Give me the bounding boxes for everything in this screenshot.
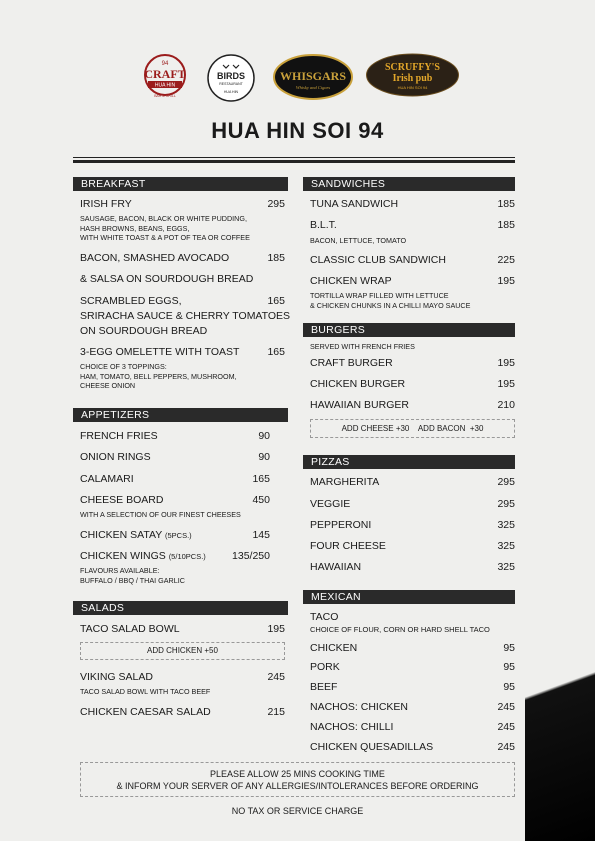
menu-item-price: 245 — [497, 741, 515, 753]
svg-text:RESTAURANT: RESTAURANT — [219, 82, 243, 86]
menu-item-name: CHICKEN — [310, 642, 358, 654]
menu-item-desc: TORTILLA WRAP FILLED WITH LETTUCE & CHICKEN CHUNKS IN A CHILLI MAYO SAUCE — [310, 291, 471, 310]
birds-logo — [206, 53, 256, 103]
menu-item-name: CHICKEN SATAY (5PCS.) — [80, 529, 192, 541]
menu-item-name: CRAFT BURGER — [310, 357, 393, 369]
menu-item-name: B.L.T. — [310, 219, 337, 231]
addon-box: ADD CHEESE +30 ADD BACON +30 — [310, 419, 515, 438]
menu-item-name: CHICKEN QUESADILLAS — [310, 741, 434, 753]
section-header-mexican: MEXICAN — [303, 590, 515, 604]
divider — [73, 157, 515, 158]
menu-item-name: & SALSA ON SOURDOUGH BREAD — [80, 273, 254, 285]
menu-item-desc: CHOICE OF 3 TOPPINGS: HAM, TOMATO, BELL PEPPERS, MUSHROOM, CHEESE ONION — [80, 362, 237, 390]
menu-item-name: VEGGIE — [310, 498, 351, 510]
menu-item-price: 325 — [497, 561, 515, 573]
menu-item-name: NACHOS: CHICKEN — [310, 701, 409, 713]
menu-item-name: TACO SALAD BOWL — [80, 623, 180, 635]
addon-box: ADD CHICKEN +50 — [80, 642, 285, 660]
page-corner-curl — [525, 541, 595, 841]
section-header-sandwiches: SANDWICHES — [303, 177, 515, 191]
menu-item-desc: SAUSAGE, BACON, BLACK OR WHITE PUDDING, HASH BROWNS, BEANS, EGGS, WITH WHITE TOAST & A POT OF TEA OR COFFEE — [80, 214, 250, 242]
menu-item-name: ONION RINGS — [80, 451, 151, 463]
section-note: SERVED WITH FRENCH FRIES — [310, 342, 415, 351]
menu-item-qty: (5PCS.) — [165, 531, 192, 540]
svg-text:HUA HIN SOI 94: HUA HIN SOI 94 — [397, 85, 428, 90]
menu-item-name: CHICKEN WRAP — [310, 275, 392, 287]
menu-item-price: 165 — [267, 295, 285, 307]
menu-item-name: BACON, SMASHED AVOCADO — [80, 252, 230, 264]
menu-item-price: 450 — [252, 494, 270, 506]
menu-item-price: 245 — [267, 671, 285, 683]
menu-item-price: 225 — [497, 254, 515, 266]
menu-item-name: 3-EGG OMELETTE WITH TOAST — [80, 346, 240, 358]
menu-item-name: ON SOURDOUGH BREAD — [80, 325, 208, 337]
menu-item-name: TACO — [310, 611, 339, 623]
menu-item-price: 95 — [503, 642, 515, 654]
menu-item-name: HAWAIIAN — [310, 561, 362, 573]
menu-item-price: 95 — [503, 661, 515, 673]
divider — [73, 160, 515, 163]
menu-item-name: CHEESE BOARD — [80, 494, 164, 506]
menu-item-price: 215 — [267, 706, 285, 718]
menu-item-price: 195 — [267, 623, 285, 635]
menu-item-price: 185 — [497, 198, 515, 210]
svg-text:BIRDS: BIRDS — [216, 71, 246, 81]
menu-item-name: IRISH FRY — [80, 198, 132, 210]
menu-item-desc: FLAVOURS AVAILABLE: BUFFALO / BBQ / THAI GARLIC — [80, 566, 185, 585]
menu-item-price: 165 — [267, 346, 285, 358]
menu-item-desc: BACON, LETTUCE, TOMATO — [310, 236, 407, 245]
svg-text:WHISGARS: WHISGARS — [279, 69, 347, 83]
menu-item-price: 295 — [497, 498, 515, 510]
scruffys-logo — [365, 53, 460, 97]
menu-item-name: TUNA SANDWICH — [310, 198, 399, 210]
menu-item-name: NACHOS: CHILLI — [310, 721, 394, 733]
menu-item-price: 90 — [258, 451, 270, 463]
menu-item-price: 245 — [497, 721, 515, 733]
svg-text:BAR & GRILL: BAR & GRILL — [154, 94, 176, 98]
svg-text:HUA HIN: HUA HIN — [223, 90, 239, 94]
whisgars-logo — [272, 53, 354, 101]
menu-item-price: 295 — [497, 476, 515, 488]
section-header-appetizers: APPETIZERS — [73, 408, 288, 422]
section-header-burgers: BURGERS — [303, 323, 515, 337]
menu-item-name: FRENCH FRIES — [80, 430, 158, 442]
menu-item-price: 295 — [267, 198, 285, 210]
menu-item-name: BEEF — [310, 681, 338, 693]
menu-item-price: 95 — [503, 681, 515, 693]
svg-text:CRAFT: CRAFT — [144, 67, 186, 81]
menu-item-desc: TACO SALAD BOWL WITH TACO BEEF — [80, 687, 211, 696]
menu-item-price: 145 — [252, 529, 270, 541]
menu-item-price: 195 — [497, 275, 515, 287]
menu-item-price: 195 — [497, 378, 515, 390]
menu-item-price: 325 — [497, 540, 515, 552]
menu-item-name: PEPPERONI — [310, 519, 372, 531]
menu-item-name: CLASSIC CLUB SANDWICH — [310, 254, 446, 266]
logo-row — [0, 53, 595, 105]
svg-text:SCRUFFY'S: SCRUFFY'S — [384, 62, 441, 73]
notice-line: PLEASE ALLOW 25 MINS COOKING TIME — [210, 769, 385, 779]
cooking-time-notice — [80, 762, 515, 797]
menu-item-price: 90 — [258, 430, 270, 442]
menu-item-price: 245 — [497, 701, 515, 713]
svg-text:Whisky and Cigars: Whisky and Cigars — [295, 85, 331, 90]
notice-line: & INFORM YOUR SERVER OF ANY ALLERGIES/INTOLERANCES BEFORE ORDERING — [116, 781, 479, 791]
svg-text:Irish pub: Irish pub — [392, 73, 433, 84]
no-tax-note: NO TAX OR SERVICE CHARGE — [231, 806, 364, 816]
svg-text:HUA HIN: HUA HIN — [154, 82, 176, 89]
menu-item-name: CHICKEN CAESAR SALAD — [80, 706, 211, 718]
menu-item-price: 135/250 — [232, 550, 270, 562]
menu-item-name: CHICKEN WINGS (5/10PCS.) — [80, 550, 206, 562]
menu-item-name: MARGHERITA — [310, 476, 380, 488]
menu-item-name: CHICKEN BURGER — [310, 378, 406, 390]
menu-item-price: 325 — [497, 519, 515, 531]
section-header-breakfast: BREAKFAST — [73, 177, 288, 191]
menu-item-name: SCRAMBLED EGGS, — [80, 295, 182, 307]
menu-item-price: 210 — [497, 399, 515, 411]
menu-item-qty: (5/10PCS.) — [168, 552, 206, 561]
page-title: HUA HIN SOI 94 — [211, 118, 384, 143]
menu-item-price: 195 — [497, 357, 515, 369]
menu-item-name: CALAMARI — [80, 473, 134, 485]
menu-item-name: SRIRACHA SAUCE & CHERRY TOMATOES — [80, 310, 291, 322]
svg-text:94: 94 — [161, 61, 169, 67]
section-header-pizzas: PIZZAS — [303, 455, 515, 469]
menu-item-name: VIKING SALAD — [80, 671, 153, 683]
menu-item-price: 185 — [267, 252, 285, 264]
menu-item-price: 185 — [497, 219, 515, 231]
menu-item-name: PORK — [310, 661, 340, 673]
craft-logo — [136, 53, 194, 101]
menu-item-name: HAWAIIAN BURGER — [310, 399, 409, 411]
menu-item-desc: WITH A SELECTION OF OUR FINEST CHEESES — [80, 510, 241, 519]
menu-item-price: 165 — [252, 473, 270, 485]
menu-item-name: FOUR CHEESE — [310, 540, 386, 552]
menu-item-desc: CHOICE OF FLOUR, CORN OR HARD SHELL TACO — [310, 625, 490, 634]
section-header-salads: SALADS — [73, 601, 288, 615]
